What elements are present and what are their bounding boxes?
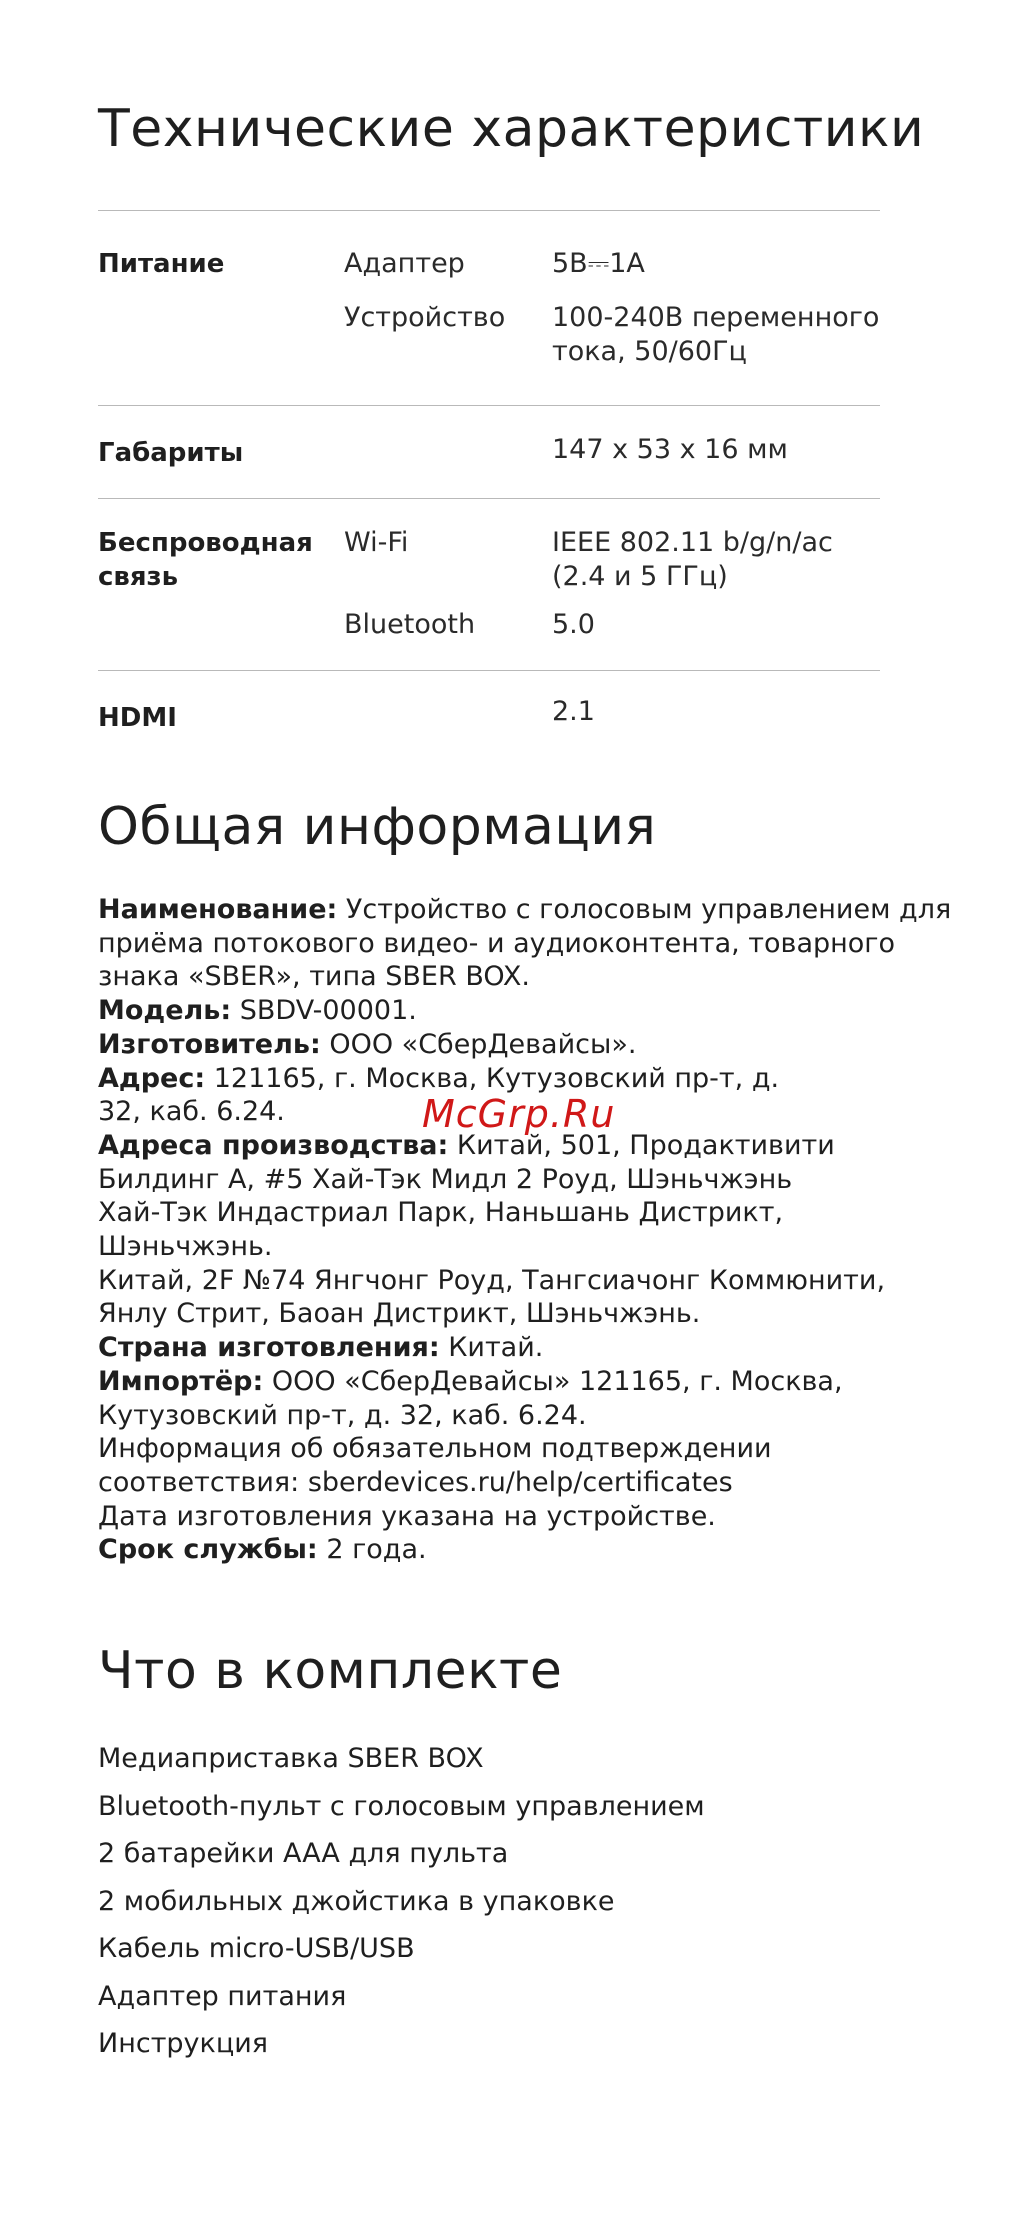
spec-value: 147 х 53 х 16 мм xyxy=(552,434,788,465)
info-manufacturer xyxy=(98,1028,958,1062)
info-value: ООО «СберДевайсы» 121165, г. Москва, Кутузовский пр-т, д. 32, каб. 6.24. xyxy=(98,1365,843,1431)
info-value: Китай, 501, Продактивити Билдинг А, #5 Хай-Тэк Мидл 2 Роуд, Шэньчжэнь Хай-Тэк Индастриал Парк, Наньшань Дистрикт, Шэньчжэнь. xyxy=(98,1129,835,1263)
kit-item: Инструкция xyxy=(98,2028,269,2059)
info-country xyxy=(98,1331,958,1365)
info-value: SBDV-00001. xyxy=(231,995,417,1027)
general-info xyxy=(98,893,958,1567)
spec-title: Технические характеристики xyxy=(98,99,925,159)
kit-item: Медиаприставка SBER BOX xyxy=(98,1743,484,1774)
spec-row xyxy=(344,526,880,594)
info-value: Китай. xyxy=(439,1332,544,1364)
kit-item: Адаптер питания xyxy=(98,1980,347,2012)
kit-title: Что в комплекте xyxy=(98,1641,563,1701)
spec-row xyxy=(344,301,880,369)
info-production xyxy=(98,1129,858,1264)
info-name xyxy=(98,893,958,994)
spec-value: IEEE 802.11 b/g/n/ac (2.4 и 5 ГГц) xyxy=(552,527,833,592)
spec-sub-label: Bluetooth xyxy=(344,609,476,640)
kit-item: 2 батарейки AAA для пульта xyxy=(98,1838,509,1869)
spec-sub-label xyxy=(344,433,552,467)
spec-label: HDMI xyxy=(98,703,177,733)
spec-row xyxy=(344,695,880,729)
spec-group-hdmi xyxy=(98,671,880,735)
kit-item: Кабель micro-USB/USB xyxy=(98,1933,415,1964)
info-label: Модель: xyxy=(98,995,232,1027)
spec-row xyxy=(344,608,880,642)
spec-group-wireless xyxy=(98,499,880,670)
info-value: 121165, г. Москва, Кутузовский пр-т, д. 32, каб. 6.24. xyxy=(98,1062,780,1128)
spec-row xyxy=(344,247,880,281)
info-title: Общая информация xyxy=(98,797,657,857)
spec-value: 2.1 xyxy=(552,696,595,727)
spec-sub-label: Wi-Fi xyxy=(344,527,409,558)
info-label: Адрес: xyxy=(98,1062,206,1094)
spec-row xyxy=(344,433,880,467)
spec-sub-label: Устройство xyxy=(344,302,506,333)
info-importer xyxy=(98,1365,918,1432)
info-value: Устройство с голосовым управлением для приёма потокового видео- и аудиоконтента, товарного знака «SBER», типа SBER BOX. xyxy=(98,894,952,993)
info-date: Дата изготовления указана на устройстве. xyxy=(98,1500,716,1532)
info-label: Изготовитель: xyxy=(98,1028,321,1060)
spec-label: Беспроводная связь xyxy=(98,528,313,592)
info-label: Адреса производства: xyxy=(98,1129,449,1161)
info-label: Наименование: xyxy=(98,894,338,925)
spec-table xyxy=(98,210,880,735)
spec-value: 5В⎓1А xyxy=(552,248,645,279)
spec-value: 5.0 xyxy=(552,609,595,640)
info-value: 2 года. xyxy=(317,1534,427,1566)
info-label: Страна изготовления: xyxy=(98,1332,440,1364)
info-production-2: Китай, 2F №74 Янгчонг Роуд, Тангсиачонг Коммюнити, Янлу Стрит, Баоан Дистрикт, Шэньчжэнь. xyxy=(98,1264,886,1330)
spec-label: Габариты xyxy=(98,438,244,468)
info-lifetime xyxy=(98,1533,958,1567)
kit-item: 2 мобильных джойстика в упаковке xyxy=(98,1885,615,1917)
spec-group-power xyxy=(98,211,880,405)
watermark-logo: McGrp.Ru xyxy=(422,1092,616,1136)
spec-label: Питание xyxy=(98,249,225,279)
spec-group-dimensions xyxy=(98,406,880,498)
info-model xyxy=(98,994,958,1028)
spec-sub-label: Адаптер xyxy=(344,248,465,279)
kit-list xyxy=(98,1742,705,2075)
spec-value: 100-240В переменного тока, 50/60Гц xyxy=(552,302,880,367)
spec-sub-label xyxy=(344,695,552,729)
info-certificate: Информация об обязательном подтверждении соответствия: sberdevices.ru/help/certificates xyxy=(98,1433,772,1498)
kit-item: Bluetooth-пульт с голосовым управлением xyxy=(98,1790,705,1822)
info-label: Импортёр: xyxy=(98,1365,264,1397)
info-value: ООО «СберДевайсы». xyxy=(320,1028,637,1060)
info-label: Срок службы: xyxy=(98,1534,318,1566)
